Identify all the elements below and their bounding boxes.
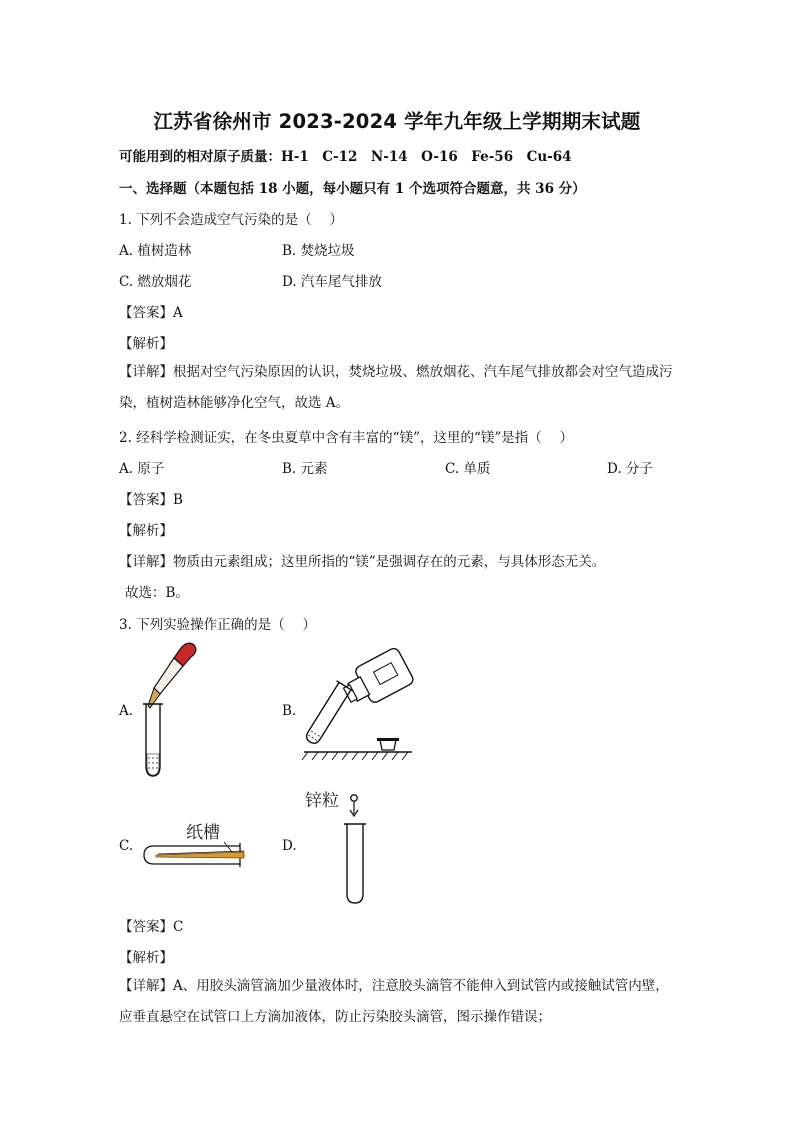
q3-figure-d-label: 锌粒: [305, 791, 339, 811]
section-heading: 一、选择题（本题包括 18 小题，每小题只有 1 个选项符合题意，共 36 分）: [119, 181, 586, 197]
q1-detail: 【详解】根据对空气污染原因的认识，焚烧垃圾、燃放烟花、汽车尾气排放都会对空气造成污染，植树造林能够净化空气，故选 A。: [119, 364, 673, 411]
q3-figure-b-pouring-liquid: [300, 652, 420, 764]
q1-option-b: B. 焚烧垃圾: [282, 243, 355, 259]
q2-option-d: D. 分子: [607, 461, 653, 477]
q1-answer: 【答案】A: [119, 305, 183, 321]
dropper-stem: [154, 658, 183, 694]
q3-analysis: 【解析】: [119, 950, 173, 966]
q1-option-c: C. 燃放烟花: [119, 274, 192, 290]
q1-option-d: D. 汽车尾气排放: [282, 274, 382, 290]
q3-answer: 【答案】C: [119, 919, 184, 935]
vertical-test-tube: [347, 824, 363, 903]
tilted-test-tube: [304, 682, 351, 745]
atomic-masses-line: 可能用到的相对原子质量：H-1 C-12 N-14 O-16 Fe-56 Cu-64: [119, 149, 572, 165]
q2-analysis: 【解析】: [119, 523, 173, 539]
q2-option-b: B. 元素: [282, 461, 328, 477]
q3-stem: 3. 下列实验操作正确的是（ ）: [119, 617, 316, 633]
q2-answer: 【答案】B: [119, 492, 183, 508]
page-title: 江苏省徐州市 2023-2024 学年九年级上学期期末试题: [153, 110, 641, 133]
q2-stem: 2. 经科学检测证实，在冬虫夏草中含有丰富的“镁”，这里的“镁”是指（ ）: [119, 430, 574, 446]
q3-option-c-label: C.: [119, 838, 134, 854]
q3-option-d-label: D.: [282, 838, 297, 854]
q3-figure-c-label: 纸槽: [186, 823, 220, 843]
q1-stem: 1. 下列不会造成空气污染的是（ ）: [119, 212, 343, 228]
q1-analysis: 【解析】: [119, 336, 173, 352]
q2-option-a: A. 原子: [119, 461, 165, 477]
q2-option-c: C. 单质: [445, 461, 491, 477]
zinc-granule: [351, 795, 357, 801]
q3-detail: 【详解】A、用胶头滴管滴加少量液体时，注意胶头滴管不能伸入到试管内或接触试管内壁，应垂直悬空在试管口上方滴加液体，防止污染胶头滴管，图示操作错误；: [119, 978, 669, 1025]
q3-option-b-label: B.: [282, 703, 297, 719]
q2-conclusion: 故选：B。: [125, 585, 189, 601]
q3-figure-c-paper-trough: [140, 834, 250, 874]
q3-option-a-label: A.: [119, 703, 134, 719]
q1-option-a: A. 植树造林: [119, 243, 192, 259]
q3-figure-d-zinc-granule: [340, 790, 376, 906]
q3-figure-a-dropper-in-test-tube: [136, 636, 206, 781]
q2-detail: 【详解】物质由元素组成；这里所指的“镁”是强调存在的元素，与具体形态无关。: [119, 554, 606, 570]
bottle-stopper: [380, 740, 396, 750]
